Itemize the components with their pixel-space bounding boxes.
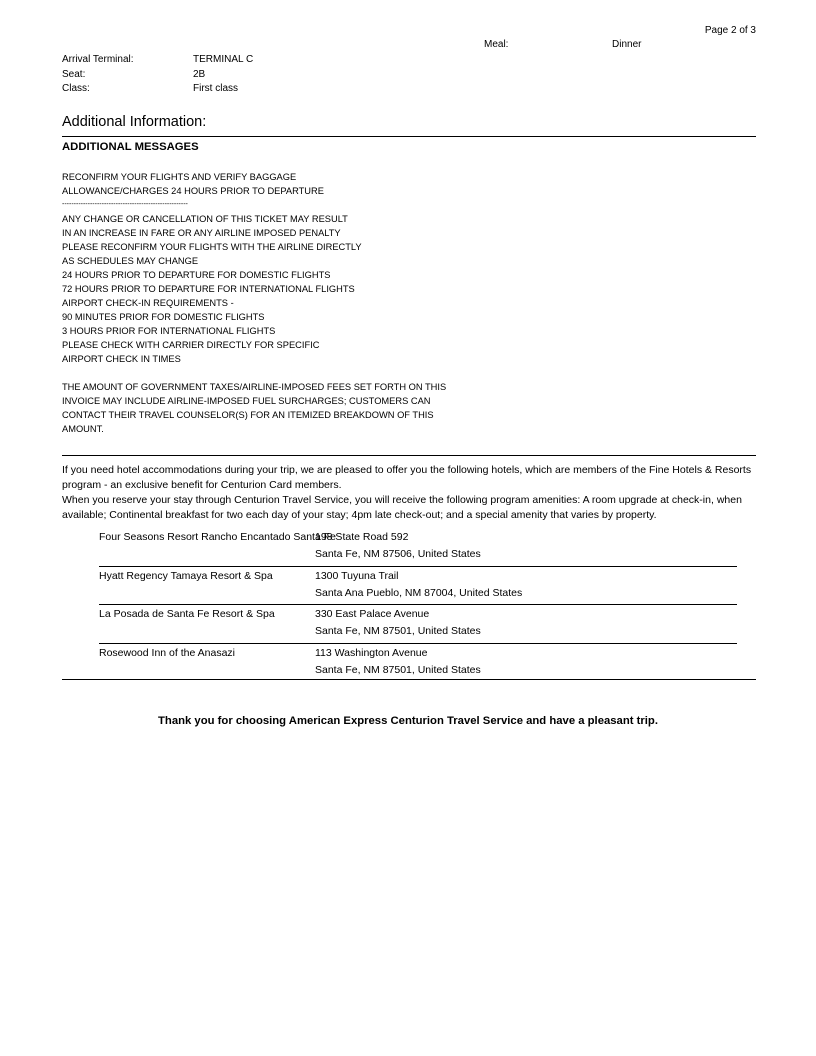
meal-label: Meal: [484,39,509,50]
hotel-row [99,528,737,567]
message-line: ALLOWANCE/CHARGES 24 HOURS PRIOR TO DEPARTURE [62,186,324,196]
hotel-list-bottom-rule [62,679,756,680]
seat-label: Seat: [62,68,86,80]
message-line: 72 HOURS PRIOR TO DEPARTURE FOR INTERNATIONAL FLIGHTS [62,284,355,294]
seat-row [62,68,253,83]
class-value: First class [193,83,238,94]
message-line: AS SCHEDULES MAY CHANGE [62,256,199,266]
message-line: INVOICE MAY INCLUDE AIRLINE-IMPOSED FUEL SURCHARGES; CUSTOMERS CAN [62,396,431,406]
hotel-intro-paragraph-1: If you need hotel accommodations during your trip, we are pleased to offer you the following hotels, which are members of the Fine Hotels & Resorts program - an exclusive benefit for Centurion Card members. [62,464,752,491]
hotel-address-line-2: Santa Fe, NM 87501, United States [315,663,481,676]
message-line: ANY CHANGE OR CANCELLATION OF THIS TICKET MAY RESULT [62,214,348,224]
hotel-list [99,528,737,681]
seat-value: 2B [193,68,206,80]
meal-value: Dinner [612,39,642,50]
additional-info-title: Additional Information: [62,114,207,130]
hotel-name: Four Seasons Resort Rancho Encantado Santa Fe [99,531,336,543]
message-line: 90 MINUTES PRIOR FOR DOMESTIC FLIGHTS [62,312,265,322]
arrival-terminal-value: TERMINAL C [193,54,254,65]
message-separator: ------------------------------------------------------ [62,201,188,208]
hotel-intro-paragraph-2: When you reserve your stay through Centurion Travel Service, you will receive the following program amenities: A room upgrade at check-in, when available; Continental breakfast for two each day of your stay; 4pm late check-out; and a special amenity that varies by property. [62,494,742,521]
message-blank-line [62,366,446,380]
hotel-address-line-2: Santa Fe, NM 87501, United States [315,625,481,637]
message-line: AIRPORT CHECK IN TIMES [62,354,181,364]
arrival-terminal-row [62,53,253,68]
hotel-name: Rosewood Inn of the Anasazi [99,646,236,659]
arrival-terminal-label: Arrival Terminal: [62,54,134,65]
message-line: AMOUNT. [62,424,104,434]
message-line: PLEASE CHECK WITH CARRIER DIRECTLY FOR SPECIFIC [62,340,320,350]
hotel-address-line-2: Santa Ana Pueblo, NM 87004, United States [315,586,523,599]
message-line: 24 HOURS PRIOR TO DEPARTURE FOR DOMESTIC FLIGHTS [62,270,331,280]
hotel-address-line-1: 330 East Palace Avenue [315,608,430,620]
flight-details [62,53,253,97]
message-line: RECONFIRM YOUR FLIGHTS AND VERIFY BAGGAGE [62,172,297,182]
hotel-address-line-2: Santa Fe, NM 87506, United States [315,548,481,560]
hotel-row [99,605,737,644]
message-line: AIRPORT CHECK-IN REQUIREMENTS - [62,298,234,308]
hotel-intro [62,463,756,523]
hotel-row [99,567,737,606]
class-label: Class: [62,83,90,94]
hotel-address-line-1: 198 State Road 592 [315,531,409,543]
page-number: Page 2 of 3 [704,25,756,36]
message-line: IN AN INCREASE IN FARE OR ANY AIRLINE IMPOSED PENALTY [62,228,341,238]
hotels-divider [62,455,756,456]
additional-messages [62,170,446,436]
hotel-address-line-1: 113 Washington Avenue [315,646,428,659]
message-line: CONTACT THEIR TRAVEL COUNSELOR(S) FOR AN ITEMIZED BREAKDOWN OF THIS [62,410,434,420]
message-line: PLEASE RECONFIRM YOUR FLIGHTS WITH THE AIRLINE DIRECTLY [62,242,362,252]
section-divider [62,136,756,137]
class-row [62,82,253,97]
message-line: THE AMOUNT OF GOVERNMENT TAXES/AIRLINE-IMPOSED FEES SET FORTH ON THIS [62,382,447,392]
thank-you-message: Thank you for choosing American Express Centurion Travel Service and have a pleasant trip. [158,715,658,727]
hotel-name: Hyatt Regency Tamaya Resort & Spa [99,569,273,582]
additional-messages-heading: ADDITIONAL MESSAGES [62,141,199,153]
message-line: 3 HOURS PRIOR FOR INTERNATIONAL FLIGHTS [62,326,276,336]
hotel-name: La Posada de Santa Fe Resort & Spa [99,608,275,620]
hotel-address-line-1: 1300 Tuyuna Trail [315,569,399,582]
hotel-row [99,644,737,682]
